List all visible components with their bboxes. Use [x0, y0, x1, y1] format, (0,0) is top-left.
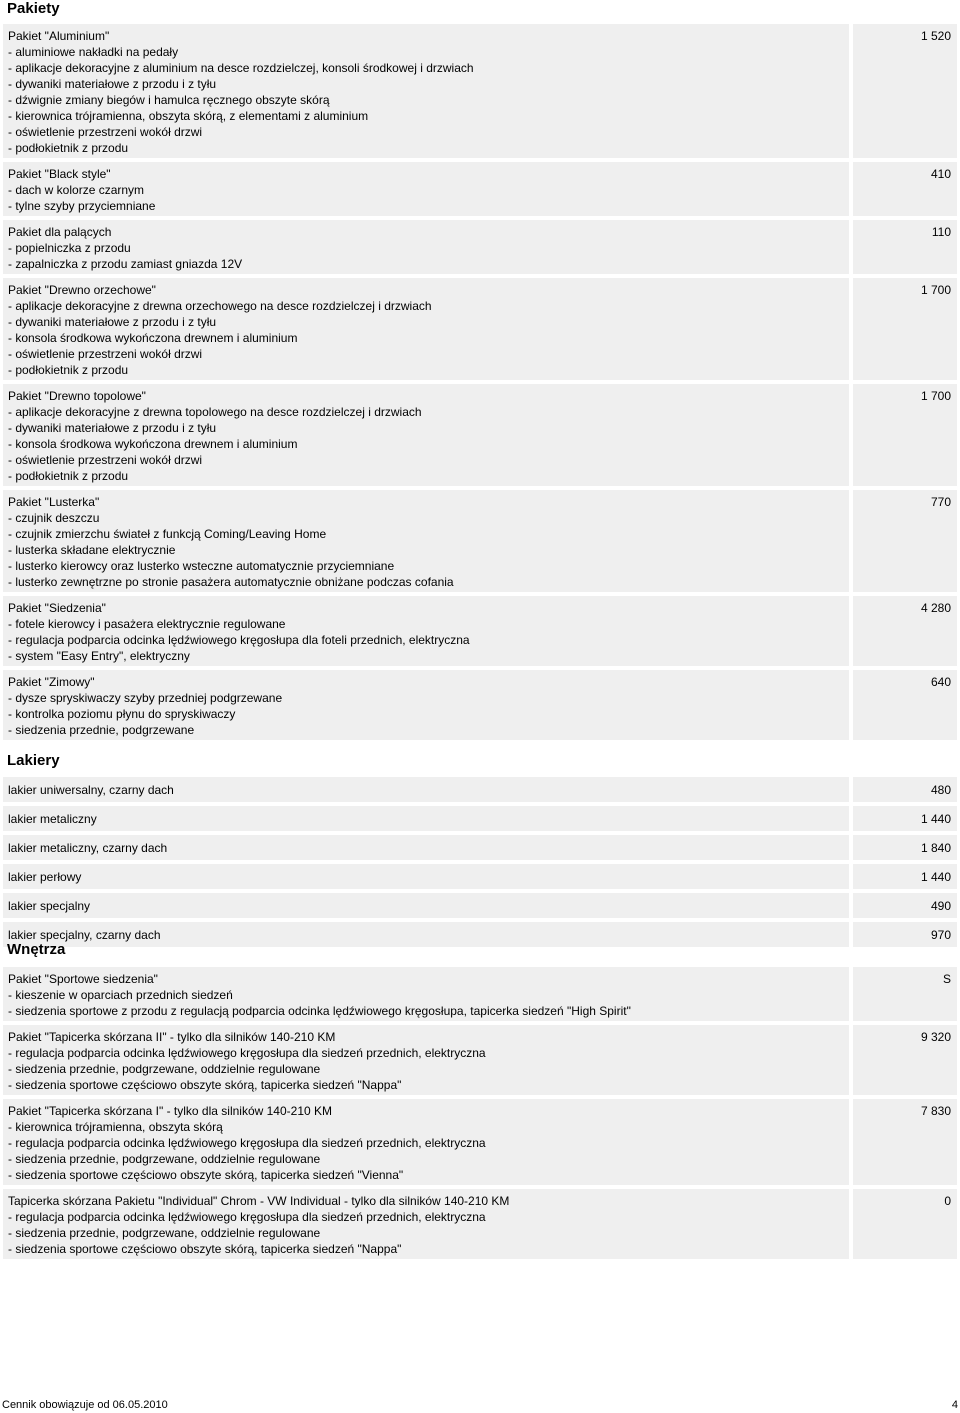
- item-name: Pakiet dla palących: [8, 225, 112, 239]
- table-row: [3, 1189, 957, 1259]
- item-feature: - lusterka składane elektrycznie: [8, 543, 176, 557]
- item-feature: - zapalniczka z przodu zamiast gniazda 12V: [8, 257, 243, 271]
- item-feature: - siedzenia sportowe częściowo obszyte skórą, tapicerka siedzeń "Nappa": [8, 1078, 402, 1092]
- item-feature: - oświetlenie przestrzeni wokół drzwi: [8, 453, 203, 467]
- item-feature: - siedzenia sportowe częściowo obszyte skórą, tapicerka siedzeń "Nappa": [8, 1242, 402, 1256]
- item-description: [3, 220, 849, 274]
- table-row: [3, 922, 957, 947]
- item-price: 7 830: [853, 1099, 957, 1185]
- item-description: [3, 162, 849, 216]
- table-row: [3, 670, 957, 740]
- section-title: Wnętrza: [7, 941, 66, 958]
- item-feature: - siedzenia przednie, podgrzewane, oddzielnie regulowane: [8, 1226, 321, 1240]
- item-description: [3, 864, 849, 889]
- item-feature: - aluminiowe nakładki na pedały: [8, 45, 179, 59]
- item-feature: - podłokietnik z przodu: [8, 141, 129, 155]
- item-feature: - regulacja podparcia odcinka lędźwiowego kręgosłupa dla siedzeń przednich, elektryczna: [8, 1136, 486, 1150]
- item-description: [3, 835, 849, 860]
- item-feature: - dach w kolorze czarnym: [8, 183, 145, 197]
- item-price: 410: [853, 162, 957, 216]
- table-row: [3, 864, 957, 889]
- item-feature: - dywaniki materiałowe z przodu i z tyłu: [8, 421, 217, 435]
- item-price: 640: [853, 670, 957, 740]
- page-number: 4: [951, 1399, 958, 1411]
- item-feature: - siedzenia przednie, podgrzewane, oddzielnie regulowane: [8, 1062, 321, 1076]
- item-name: Pakiet "Siedzenia": [8, 601, 106, 615]
- item-feature: - kierownica trójramienna, obszyta skórą, z elementami z aluminium: [8, 109, 369, 123]
- item-feature: - czujnik zmierzchu świateł z funkcją Coming/Leaving Home: [8, 527, 327, 541]
- item-name: Pakiet "Drewno orzechowe": [8, 283, 156, 297]
- item-feature: - konsola środkowa wykończona drewnem i aluminium: [8, 437, 298, 451]
- item-price: 1 840: [853, 835, 957, 860]
- item-price: 110: [853, 220, 957, 274]
- item-feature: - oświetlenie przestrzeni wokół drzwi: [8, 125, 203, 139]
- table-row: [3, 24, 957, 158]
- item-feature: - siedzenia przednie, podgrzewane, oddzielnie regulowane: [8, 1152, 321, 1166]
- item-description: [3, 893, 849, 918]
- item-feature: - lusterko zewnętrzne po stronie pasażera automatycznie obniżane podczas cofania: [8, 575, 454, 589]
- item-description: [3, 490, 849, 592]
- item-price: 480: [853, 777, 957, 802]
- item-name: Pakiet "Sportowe siedzenia": [8, 972, 158, 986]
- item-feature: - aplikacje dekoracyjne z drewna topolowego na desce rozdzielczej i drzwiach: [8, 405, 422, 419]
- item-description: [3, 384, 849, 486]
- table-row: [3, 1099, 957, 1185]
- item-description: [3, 777, 849, 802]
- item-feature: - regulacja podparcia odcinka lędźwiowego kręgosłupa dla siedzeń przednich, elektryczna: [8, 1046, 486, 1060]
- item-name: lakier perłowy: [8, 870, 82, 884]
- item-feature: - tylne szyby przyciemniane: [8, 199, 156, 213]
- item-feature: - podłokietnik z przodu: [8, 469, 129, 483]
- section-title: Pakiety: [7, 0, 60, 17]
- item-name: Pakiet "Drewno topolowe": [8, 389, 146, 403]
- item-feature: - siedzenia przednie, podgrzewane: [8, 723, 195, 737]
- item-name: Tapicerka skórzana Pakietu "Individual" Chrom - VW Individual - tylko dla silników 140-210 KM: [8, 1194, 510, 1208]
- item-name: Pakiet "Tapicerka skórzana I" - tylko dla silników 140-210 KM: [8, 1104, 332, 1118]
- section-title: Lakiery: [7, 752, 60, 769]
- table-row: [3, 777, 957, 802]
- item-feature: - regulacja podparcia odcinka lędźwiowego kręgosłupa dla siedzeń przednich, elektryczna: [8, 1210, 486, 1224]
- item-feature: - podłokietnik z przodu: [8, 363, 129, 377]
- item-name: Pakiet "Black style": [8, 167, 111, 181]
- item-name: lakier metaliczny: [8, 812, 97, 826]
- item-feature: - konsola środkowa wykończona drewnem i aluminium: [8, 331, 298, 345]
- item-feature: - dźwignie zmiany biegów i hamulca ręcznego obszyte skórą: [8, 93, 330, 107]
- item-feature: - kierownica trójramienna, obszyta skórą: [8, 1120, 223, 1134]
- table-row: [3, 490, 957, 592]
- package-list: [0, 24, 957, 744]
- table-row: [3, 596, 957, 666]
- item-feature: - regulacja podparcia odcinka lędźwiowego kręgosłupa dla foteli przednich, elektryczna: [8, 633, 470, 647]
- item-feature: - fotele kierowcy i pasażera elektrycznie regulowane: [8, 617, 286, 631]
- item-price: 1 700: [853, 278, 957, 380]
- item-description: [3, 670, 849, 740]
- item-price: 9 320: [853, 1025, 957, 1095]
- item-price: 1 520: [853, 24, 957, 158]
- item-feature: - siedzenia sportowe z przodu z regulacją podparcia odcinka lędźwiowego kręgosłupa, tapicerka siedzeń "High Spirit": [8, 1004, 631, 1018]
- item-feature: - kontrolka poziomu płynu do spryskiwaczy: [8, 707, 236, 721]
- item-name: lakier specjalny, czarny dach: [8, 928, 161, 942]
- item-name: lakier specjalny: [8, 899, 91, 913]
- item-feature: - czujnik deszczu: [8, 511, 100, 525]
- item-name: Pakiet "Aluminium": [8, 29, 110, 43]
- table-row: [3, 278, 957, 380]
- item-price: 490: [853, 893, 957, 918]
- item-description: [3, 1099, 849, 1185]
- item-name: Pakiet "Tapicerka skórzana II" - tylko dla silników 140-210 KM: [8, 1030, 336, 1044]
- item-feature: - oświetlenie przestrzeni wokół drzwi: [8, 347, 203, 361]
- item-name: lakier metaliczny, czarny dach: [8, 841, 168, 855]
- table-row: [3, 220, 957, 274]
- table-row: [3, 835, 957, 860]
- item-feature: - dywaniki materiałowe z przodu i z tyłu: [8, 315, 217, 329]
- item-description: [3, 1025, 849, 1095]
- table-row: [3, 893, 957, 918]
- item-feature: - popielniczka z przodu: [8, 241, 131, 255]
- item-feature: - aplikacje dekoracyjne z drewna orzechowego na desce rozdzielczej i drzwiach: [8, 299, 432, 313]
- table-row: [3, 162, 957, 216]
- item-price: S: [853, 967, 957, 1021]
- item-feature: - lusterko kierowcy oraz lusterko wsteczne automatycznie przyciemniane: [8, 559, 395, 573]
- item-feature: - dywaniki materiałowe z przodu i z tyłu: [8, 77, 217, 91]
- item-name: lakier uniwersalny, czarny dach: [8, 783, 174, 797]
- item-price: 1 440: [853, 864, 957, 889]
- item-feature: - aplikacje dekoracyjne z aluminium na desce rozdzielczej, konsoli środkowej i drzwiach: [8, 61, 474, 75]
- table-row: [3, 806, 957, 831]
- item-price: 4 280: [853, 596, 957, 666]
- paint-list: [0, 777, 957, 951]
- item-description: [3, 967, 849, 1021]
- item-price: 1 700: [853, 384, 957, 486]
- item-price: 0: [853, 1189, 957, 1259]
- validity-note: Cennik obowiązuje od 06.05.2010: [2, 1399, 168, 1411]
- item-name: Pakiet "Zimowy": [8, 675, 95, 689]
- item-description: [3, 596, 849, 666]
- item-price: 970: [853, 922, 957, 947]
- item-description: [3, 278, 849, 380]
- item-feature: - siedzenia sportowe częściowo obszyte skórą, tapicerka siedzeń "Vienna": [8, 1168, 404, 1182]
- item-feature: - kieszenie w oparciach przednich siedzeń: [8, 988, 233, 1002]
- interior-list: [0, 967, 957, 1263]
- item-price: 1 440: [853, 806, 957, 831]
- item-description: [3, 24, 849, 158]
- item-description: [3, 1189, 849, 1259]
- item-feature: - dysze spryskiwaczy szyby przedniej podgrzewane: [8, 691, 283, 705]
- item-feature: - system "Easy Entry", elektryczny: [8, 649, 190, 663]
- item-name: Pakiet "Lusterka": [8, 495, 100, 509]
- table-row: [3, 384, 957, 486]
- item-description: [3, 922, 849, 947]
- item-description: [3, 806, 849, 831]
- table-row: [3, 1025, 957, 1095]
- item-price: 770: [853, 490, 957, 592]
- table-row: [3, 967, 957, 1021]
